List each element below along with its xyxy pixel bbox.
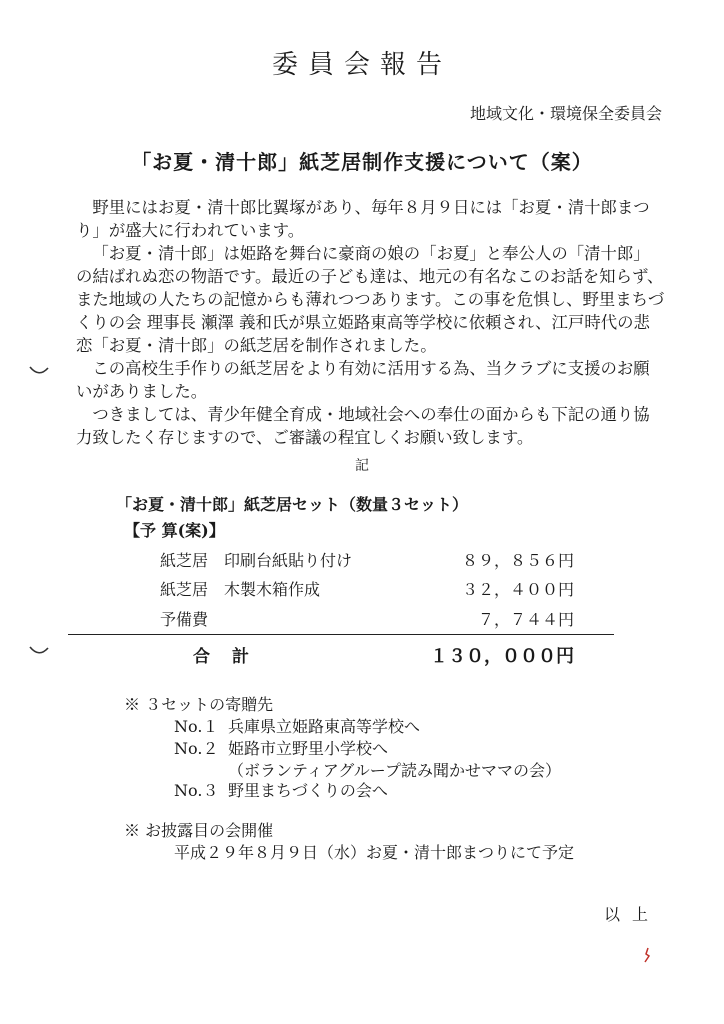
donation-item-note: （ボランティアグループ読み聞かせママの会） [228,761,561,780]
budget-row [160,548,574,571]
total-amount: １３０，０００円 [430,646,574,667]
body-paragraph-1: 野里にはお夏・清十郎比翼塚があり、毎年８月９日には「お夏・清十郎まつり」が盛大に行われています。 [76,198,650,240]
stain-mark-icon [640,946,654,966]
punch-mark-icon [28,364,50,378]
budget-item-label: 紙芝居 印刷台紙貼り付け [160,551,353,570]
subject-heading: 「お夏・清十郎」紙芝居制作支援について（案） [131,150,593,174]
page-title: 委員会報告 [271,50,452,80]
event-heading: ※ お披露目の会開催 [124,821,274,840]
budget-item-amount: ７，７４４円 [477,610,574,629]
body-text [76,196,666,449]
body-paragraph-3: この高校生手作りの紙芝居をより有効に活用する為、当クラブに支援のお願いがありました。 [76,359,650,401]
total-divider [68,634,614,635]
donation-item-no: No.３ [174,781,219,800]
budget-item-amount: ８９，８５６円 [461,551,574,570]
budget-heading: 【予 算(案)】 [124,521,225,540]
budget-row [160,607,574,630]
budget-row [160,577,574,600]
budget-item-amount: ３２，４００円 [461,580,574,599]
committee-name: 地域文化・環境保全委員会 [469,104,662,123]
event-detail: 平成２９年８月９日（水）お夏・清十郎まつりにて予定 [174,843,575,862]
ki-marker: 記 [355,458,369,474]
set-title: 「お夏・清十郎」紙芝居セット（数量３セット） [116,495,469,514]
budget-item-label: 紙芝居 木製木箱作成 [160,580,321,599]
donation-item-name: 兵庫県立姫路東高等学校へ [228,717,421,736]
closing-mark: 以上 [603,905,660,924]
body-paragraph-4: つきましては、青少年健全育成・地域社会への奉仕の面からも下記の通り協力致したく存じますので、ご審議の程宜しくお願い致します。 [76,405,650,447]
donation-item-name: 野里まちづくりの会へ [228,781,388,800]
total-label: 合計 [193,647,271,667]
body-paragraph-2: 「お夏・清十郎」は姫路を舞台に豪商の娘の「お夏」と奉公人の「清十郎」の結ばれぬ恋の物語です。最近の子ども達は、地元の有名なこのお話を知らず、また地域の人たちの記憶からも薄れつつあります。この事を危惧し、野里まちづくりの会 理事長 瀬澤 義和氏が県立姫路東高等学校に依頼され、江戸時代の悲恋「お夏・清十郎」の紙芝居を制作されました。 [76,244,665,355]
punch-mark-icon [28,644,50,658]
donation-item-no: No.１ [174,717,219,736]
donation-heading: ※ ３セットの寄贈先 [124,695,274,714]
budget-item-label: 予備費 [160,610,209,629]
donation-item-name: 姫路市立野里小学校へ [228,739,389,758]
donation-item-no: No.２ [174,739,219,758]
